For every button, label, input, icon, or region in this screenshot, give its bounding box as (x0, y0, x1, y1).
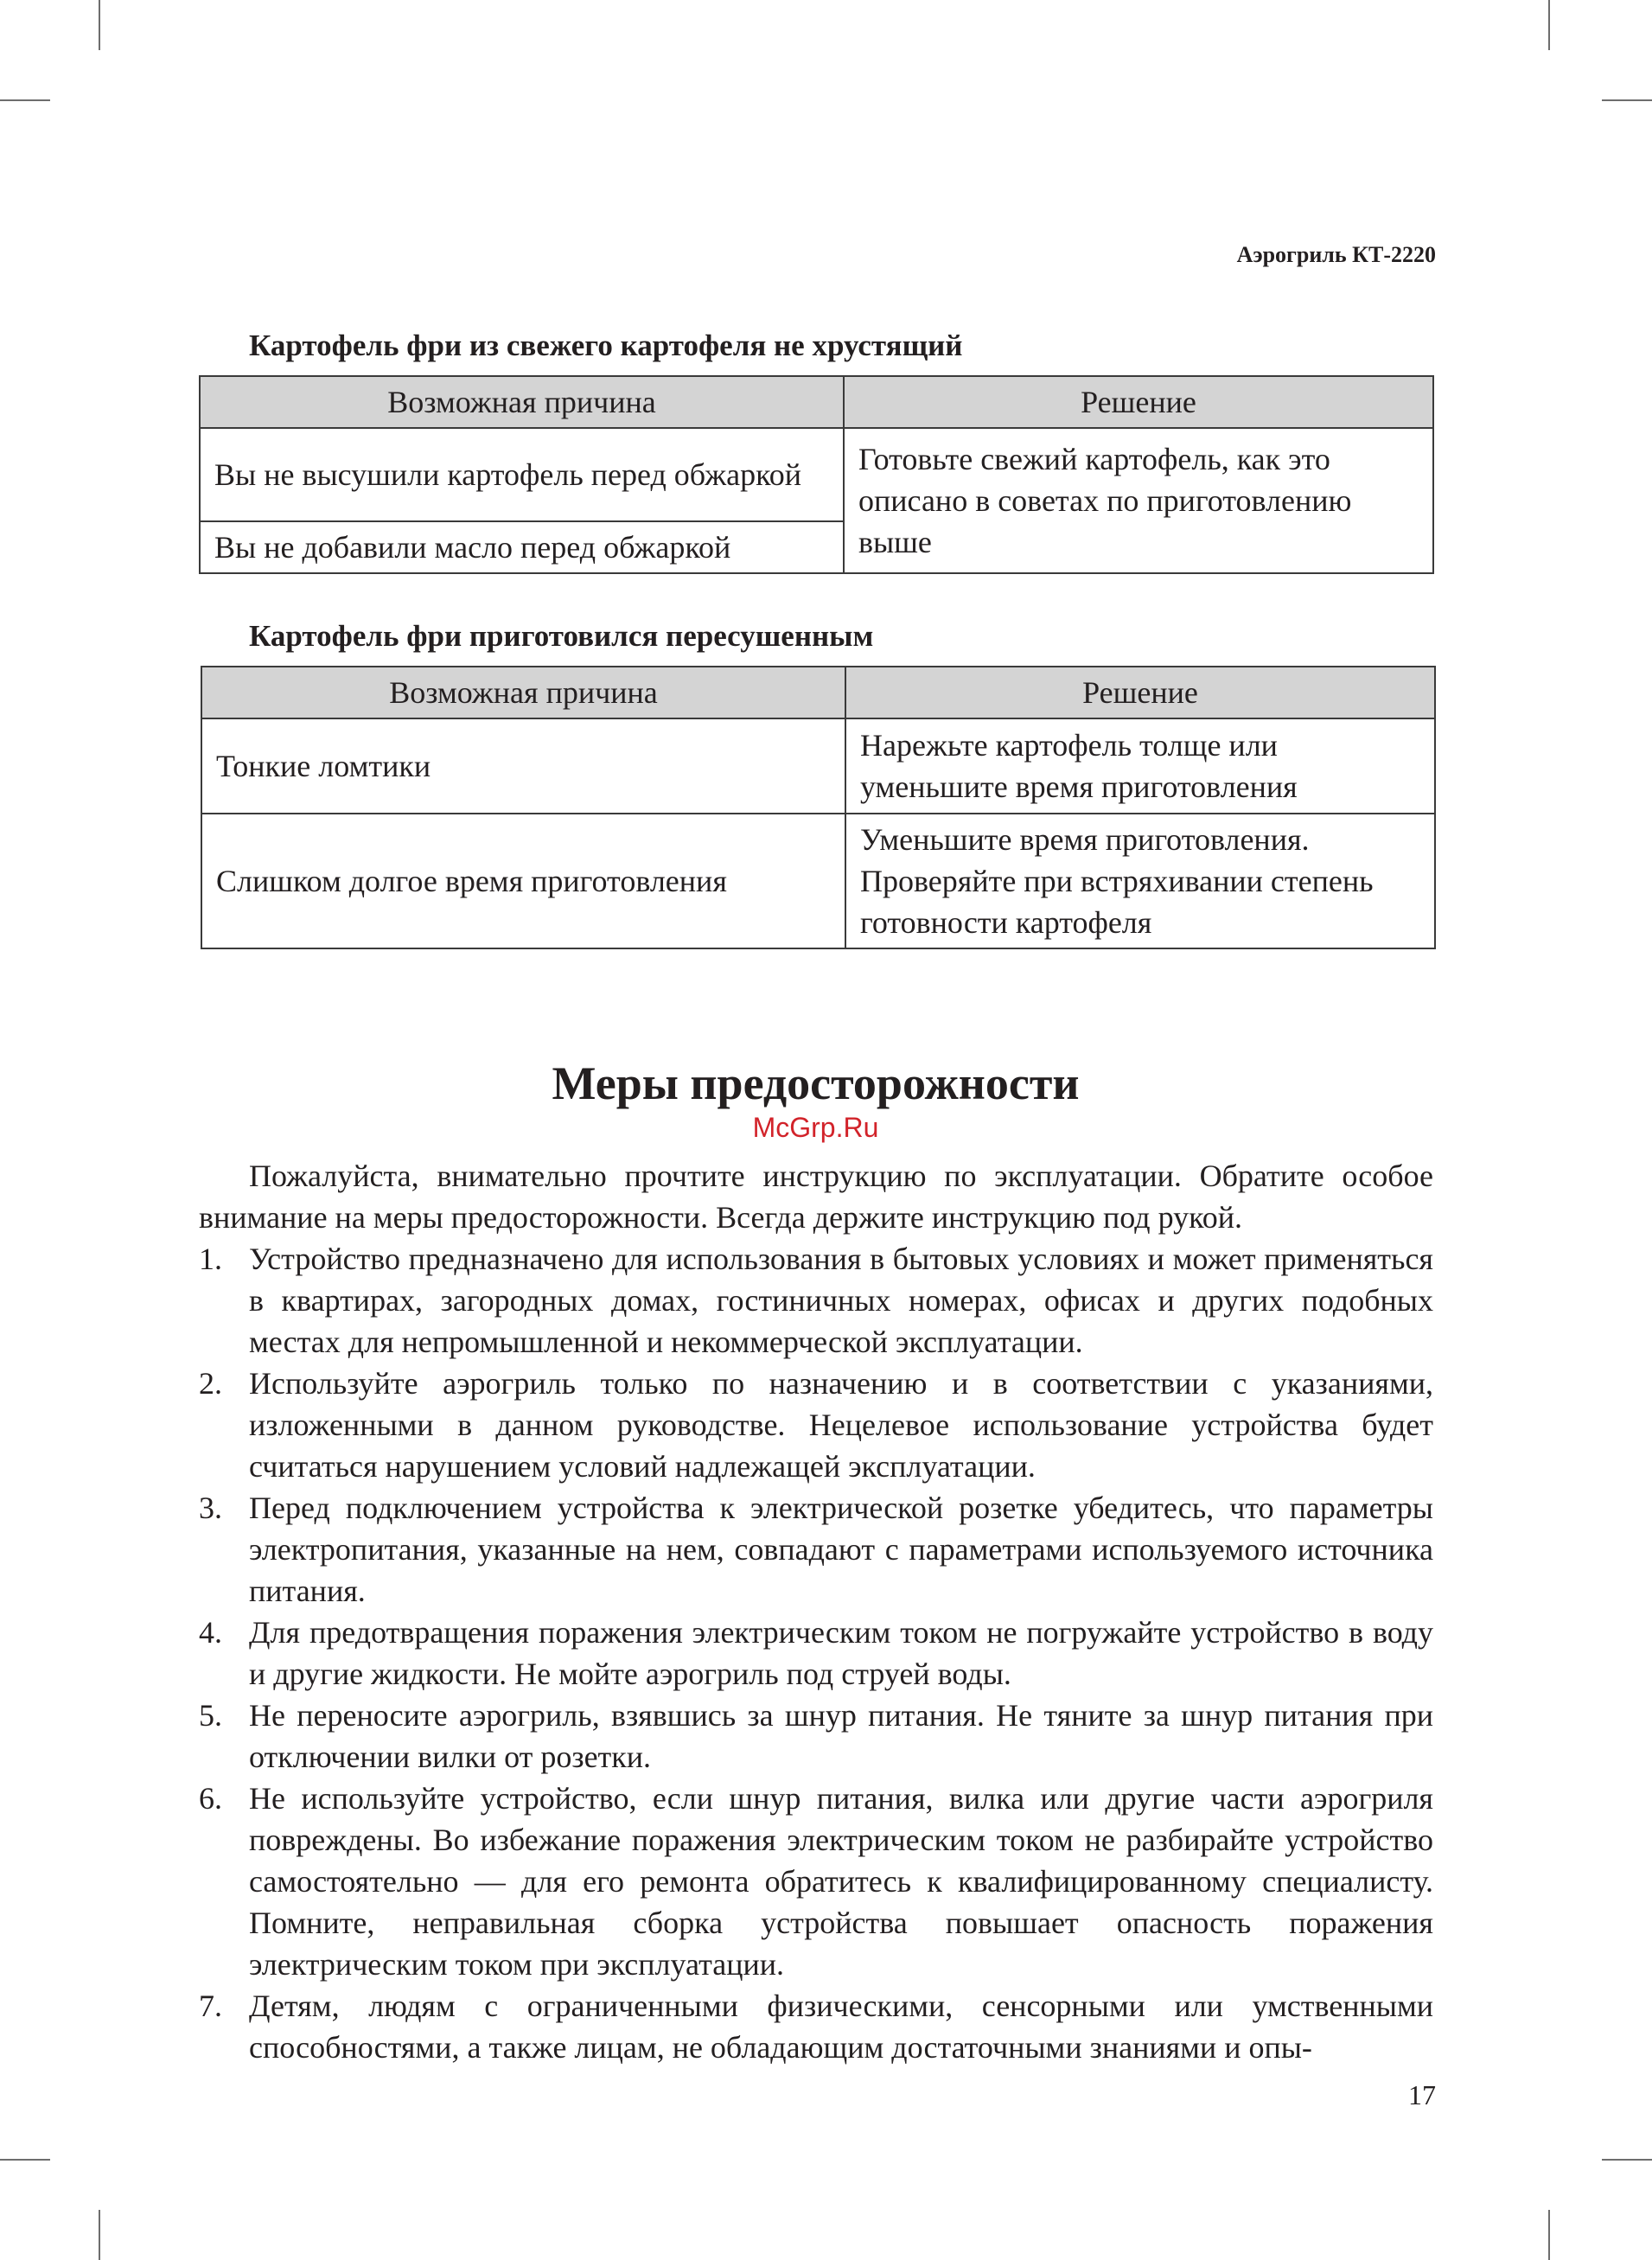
troubleshooting-table (199, 375, 1434, 574)
crop-mark (99, 0, 100, 50)
column-header-cause: Возможная причина (200, 376, 844, 428)
list-item (199, 1778, 1433, 1985)
crop-mark (0, 2159, 50, 2161)
column-header-cause: Возможная причина (201, 667, 845, 718)
list-item (199, 1238, 1433, 1363)
item-text: Не переносите аэрогриль, взявшись за шнур питания. Не тяните за шнур питания при отключении вилки от розетки. (249, 1698, 1433, 1774)
watermark: McGrp.Ru (752, 1112, 879, 1143)
item-text: Не используйте устройство, если шнур питания, вилка или другие части аэрогриля повреждены. Во избежание поражения электрическим током не разбирайте устройство самостоятельно — для его ремонта обратитесь к квалифицированному специалисту. Помните, неправильная сборка устройства повышает опасность поражения электрическим током при эксплуатации. (249, 1781, 1433, 1982)
list-item (199, 1363, 1433, 1487)
precautions-list (199, 1238, 1433, 2068)
column-header-solution: Решение (845, 667, 1435, 718)
item-number: 3. (199, 1491, 222, 1525)
intro-paragraph: Пожалуйста, внимательно прочтите инструкцию по эксплуатации. Обратите особое внимание на меры предосторожности. Всегда держите инструкцию под рукой. (199, 1159, 1433, 1235)
list-item (199, 1985, 1433, 2068)
cause-cell: Тонкие ломтики (201, 718, 845, 814)
cause-cell: Слишком долгое время приготовления (201, 814, 845, 948)
item-number: 2. (199, 1366, 222, 1401)
list-item (199, 1487, 1433, 1612)
page-number: 17 (1408, 2079, 1436, 2110)
cause-cell: Вы не добавили масло перед обжаркой (200, 521, 844, 573)
item-number: 7. (199, 1989, 222, 2023)
item-text: Используйте аэрогриль только по назначению и в соответствии с указаниями, изложенными в данном руководстве. Нецелевое использование устройства будет считаться нарушением условий надлежащей эксплуатации. (249, 1366, 1433, 1484)
page-title: Меры предосторожности (552, 1057, 1080, 1109)
list-item (199, 1695, 1433, 1778)
item-number: 5. (199, 1698, 222, 1733)
item-number: 6. (199, 1781, 222, 1816)
solution-cell: Уменьшите время приготовления. Проверяйте при встряхивании степень готовности картофеля (845, 814, 1435, 948)
section-title: Картофель фри приготовился пересушенным (249, 619, 874, 653)
table-row (201, 814, 1435, 948)
running-header: Аэрогриль КТ-2220 (1236, 242, 1436, 267)
crop-mark (1602, 99, 1652, 101)
item-text: Перед подключением устройства к электрической розетке убедитесь, что параметры электропитания, указанные на нем, совпадают с параметрами используемого источника питания. (249, 1491, 1433, 1608)
crop-mark (1602, 2159, 1652, 2161)
solution-cell: Готовьте свежий картофель, как это описано в советах по приготовлению выше (844, 428, 1433, 573)
item-number: 1. (199, 1242, 222, 1276)
troubleshooting-table (201, 666, 1436, 949)
table-row (201, 718, 1435, 814)
crop-mark (1548, 2210, 1550, 2260)
item-text: Для предотвращения поражения электрическим током не погружайте устройство в воду и другие жидкости. Не мойте аэрогриль под струей воды. (249, 1615, 1433, 1691)
column-header-solution: Решение (844, 376, 1433, 428)
item-text: Устройство предназначено для использования в бытовых условиях и может применяться в квартирах, загородных домах, гостиничных номерах, офисах и других подобных местах для непромышленной и некоммерческой эксплуатации. (249, 1242, 1433, 1359)
solution-cell: Нарежьте картофель толще или уменьшите время приготовления (845, 718, 1435, 814)
cause-cell: Вы не высушили картофель перед обжаркой (200, 428, 844, 521)
crop-mark (1548, 0, 1550, 50)
table-row (200, 428, 1433, 521)
list-item (199, 1612, 1433, 1695)
item-text: Детям, людям с ограниченными физическими, сенсорными или умственными способностями, а также лицам, не обладающим достаточными знаниями и опы- (249, 1989, 1433, 2065)
section-title: Картофель фри из свежего картофеля не хрустящий (249, 329, 963, 362)
crop-mark (99, 2210, 100, 2260)
crop-mark (0, 99, 50, 101)
item-number: 4. (199, 1615, 222, 1650)
